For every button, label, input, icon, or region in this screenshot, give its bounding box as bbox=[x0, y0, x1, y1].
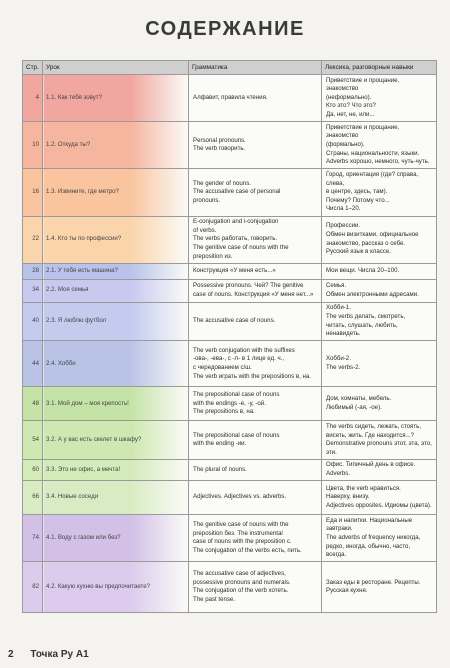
grammar-line: case of nouns. Конструкция «У меня нет...» bbox=[193, 290, 314, 298]
vocabulary-line: Числа 1–20. bbox=[326, 205, 361, 213]
lesson-cell: 3.2. А у вас есть скелет в шкафу? bbox=[43, 421, 189, 460]
page-title: СОДЕРЖАНИЕ bbox=[145, 18, 305, 40]
lesson-cell: 1.3. Извините, где метро? bbox=[43, 169, 189, 216]
page-number: 2 bbox=[8, 649, 14, 660]
page-cell: 48 bbox=[23, 387, 43, 421]
grammar-line: The verb играть with the prepositions в, на. bbox=[193, 372, 311, 380]
vocabulary-line: Adverbs. bbox=[326, 470, 351, 478]
vocabulary-line: редко, иногда, обычно, часто, всегда. bbox=[326, 542, 411, 559]
grammar-line: The genitive case of nouns with the bbox=[193, 244, 289, 252]
vocabulary-line: Русский язык в классе. bbox=[326, 248, 391, 256]
vocabulary-line: Страны, национальности, языки. bbox=[326, 149, 420, 157]
grammar-cell bbox=[189, 122, 322, 169]
lesson-cell: 2.1. У тебя есть машина? bbox=[43, 263, 189, 279]
vocabulary-cell bbox=[322, 216, 437, 263]
vocabulary-line: читать, слушать, любить, ненавидеть. bbox=[326, 321, 398, 338]
vocabulary-line: Приветствие и прощание, знакомство bbox=[326, 76, 400, 93]
vocabulary-line: Любимый (-ая, -ое). bbox=[326, 403, 382, 411]
grammar-line: case of nouns with the preposition с. bbox=[193, 538, 292, 546]
lesson-cell: 3.3. Это не офис, а мечта! bbox=[43, 459, 189, 480]
grammar-line: Конструкция «У меня есть...» bbox=[193, 266, 276, 274]
page-cell: 28 bbox=[23, 263, 43, 279]
vocabulary-line: (формально). bbox=[326, 140, 365, 148]
vocabulary-line: в центре, здесь, там). bbox=[326, 188, 388, 196]
vocabulary-line: Adverbs хорошо, немного, чуть-чуть. bbox=[326, 158, 430, 166]
lesson-cell: 4.1. Воду с газом или без? bbox=[43, 515, 189, 562]
grammar-line: The genitive case of nouns with the bbox=[193, 521, 289, 529]
vocabulary-cell bbox=[322, 515, 437, 562]
lesson-cell: 2.2. Моя семья bbox=[43, 279, 189, 302]
vocabulary-line: Хобби-2. bbox=[326, 355, 351, 363]
grammar-line: with the endings -е, -у, -ой. bbox=[193, 399, 266, 407]
grammar-line: The verb conjugation with the suffixes bbox=[193, 346, 295, 354]
grammar-cell bbox=[189, 75, 322, 122]
table-row bbox=[23, 122, 437, 169]
table-row bbox=[23, 302, 437, 341]
vocabulary-line: The verbs-2. bbox=[326, 363, 361, 371]
grammar-cell bbox=[189, 387, 322, 421]
grammar-cell bbox=[189, 421, 322, 460]
vocabulary-cell bbox=[322, 387, 437, 421]
grammar-line: The plural of nouns. bbox=[193, 465, 247, 473]
grammar-line: The accusative case of nouns. bbox=[193, 317, 276, 325]
grammar-line: The conjugation of the verbs есть, пить. bbox=[193, 546, 302, 554]
grammar-line: Adjectives. Adjectives vs. adverbs. bbox=[193, 493, 287, 501]
lesson-cell: 3.1. Мой дом – моя крепость! bbox=[43, 387, 189, 421]
vocabulary-line: (неформально). bbox=[326, 93, 372, 101]
footer-book-title: Точка Ру А1 bbox=[30, 649, 89, 660]
grammar-cell bbox=[189, 302, 322, 341]
grammar-cell bbox=[189, 169, 322, 216]
table-row bbox=[23, 459, 437, 480]
lesson-cell: 1.4. Кто ты по профессии? bbox=[43, 216, 189, 263]
vocabulary-line: The adverbs of frequency никогда, bbox=[326, 534, 421, 541]
grammar-line: possessive pronouns and numerals. bbox=[193, 578, 291, 586]
grammar-line: -ова-, -ева-, с -л- в 1 лице ед. ч., bbox=[193, 355, 285, 363]
vocabulary-line: The verbs сидеть, лежать, стоять, bbox=[326, 422, 422, 430]
grammar-line: preposition из. bbox=[193, 252, 233, 260]
page-cell: 10 bbox=[23, 122, 43, 169]
vocabulary-line: Приветствие и прощание, знакомство bbox=[326, 123, 400, 140]
grammar-line: The verb говорить. bbox=[193, 145, 246, 153]
vocabulary-cell bbox=[322, 421, 437, 460]
grammar-line: с чередованием с/ш. bbox=[193, 363, 252, 371]
vocabulary-line: Заказ еды в ресторане. Рецепты. bbox=[326, 578, 421, 586]
table-row bbox=[23, 169, 437, 216]
lesson-cell: 2.4. Хобби bbox=[43, 341, 189, 387]
lesson-cell: 4.2. Какую кухню вы предпочитаете? bbox=[43, 562, 189, 613]
table-row bbox=[23, 421, 437, 460]
vocabulary-line: Хобби-1. bbox=[326, 304, 351, 312]
grammar-line: The gender of nouns. bbox=[193, 179, 251, 187]
page-cell: 40 bbox=[23, 302, 43, 341]
grammar-line: The verbs работать, говорить. bbox=[193, 235, 278, 243]
header-grammar: Грамматика bbox=[189, 61, 322, 75]
vocabulary-cell bbox=[322, 459, 437, 480]
page-cell: 4 bbox=[23, 75, 43, 122]
vocabulary-line: Семья. bbox=[326, 282, 347, 290]
vocabulary-line: висеть, жить. Где находится...? bbox=[326, 431, 415, 439]
table-row bbox=[23, 515, 437, 562]
grammar-line: The conjugation of the verb хотеть. bbox=[193, 587, 289, 595]
grammar-line: with the ending -ии. bbox=[193, 440, 247, 448]
page-cell: 16 bbox=[23, 169, 43, 216]
table-header-row bbox=[23, 61, 437, 75]
page-cell: 74 bbox=[23, 515, 43, 562]
grammar-cell bbox=[189, 459, 322, 480]
page-cell: 34 bbox=[23, 279, 43, 302]
table-row bbox=[23, 387, 437, 421]
table-row bbox=[23, 75, 437, 122]
page-cell: 44 bbox=[23, 341, 43, 387]
vocabulary-line: Офис. Типичный день в офисе. bbox=[326, 461, 416, 469]
footer bbox=[8, 649, 89, 660]
grammar-line: The past tense. bbox=[193, 596, 236, 604]
lesson-cell: 3.4. Новые соседи bbox=[43, 481, 189, 515]
vocabulary-cell bbox=[322, 341, 437, 387]
page-cell: 54 bbox=[23, 421, 43, 460]
vocabulary-cell bbox=[322, 169, 437, 216]
table-row bbox=[23, 481, 437, 515]
grammar-cell bbox=[189, 562, 322, 613]
lesson-cell: 2.3. Я люблю футбол bbox=[43, 302, 189, 341]
grammar-line: pronouns. bbox=[193, 196, 221, 204]
lesson-cell: 1.2. Откуда ты? bbox=[43, 122, 189, 169]
table-row bbox=[23, 279, 437, 302]
grammar-line: Алфавит, правила чтения. bbox=[193, 93, 268, 101]
page-cell: 22 bbox=[23, 216, 43, 263]
vocabulary-cell bbox=[322, 122, 437, 169]
vocabulary-line: Обмен визитками, официальное bbox=[326, 231, 419, 239]
vocabulary-line: Еда и напитки. Национальные завтраки. bbox=[326, 516, 413, 533]
vocabulary-cell bbox=[322, 302, 437, 341]
grammar-line: Personal pronouns. bbox=[193, 136, 246, 144]
vocabulary-line: Кто это? Что это? bbox=[326, 102, 376, 110]
vocabulary-cell bbox=[322, 481, 437, 515]
grammar-cell bbox=[189, 216, 322, 263]
vocabulary-line: Русская кухня. bbox=[326, 587, 368, 595]
grammar-line: Possessive pronouns. Чей? The genitive bbox=[193, 282, 304, 290]
grammar-cell bbox=[189, 341, 322, 387]
header-vocabulary: Лексика, разговорные навыки bbox=[322, 61, 437, 75]
contents-table bbox=[22, 60, 437, 613]
vocabulary-line: Город, ориентация (где? справа, слева, bbox=[326, 170, 419, 187]
vocabulary-line: The verbs делать, смотреть, bbox=[326, 312, 406, 320]
vocabulary-line: Adjectives opposites. Идиомы (цвета). bbox=[326, 502, 432, 510]
vocabulary-line: Мои вещи. Числа 20–100. bbox=[326, 266, 400, 274]
table-row bbox=[23, 263, 437, 279]
vocabulary-cell bbox=[322, 562, 437, 613]
grammar-cell bbox=[189, 481, 322, 515]
table-row bbox=[23, 341, 437, 387]
vocabulary-line: Цвета, the verb нравиться. bbox=[326, 484, 401, 492]
vocabulary-cell bbox=[322, 263, 437, 279]
grammar-line: E-conjugation and i-conjugation bbox=[193, 218, 279, 226]
vocabulary-cell bbox=[322, 279, 437, 302]
page-cell: 60 bbox=[23, 459, 43, 480]
grammar-cell bbox=[189, 263, 322, 279]
vocabulary-line: Demonstrative pronouns этот, эта, это, эти. bbox=[326, 440, 432, 456]
header-lesson: Урок bbox=[43, 61, 189, 75]
grammar-cell bbox=[189, 515, 322, 562]
page-cell: 66 bbox=[23, 481, 43, 515]
vocabulary-line: Обмен электронными адресами. bbox=[326, 290, 419, 298]
grammar-line: The accusative case of adjectives, bbox=[193, 570, 286, 578]
vocabulary-line: Дом, комнаты, мебель. bbox=[326, 395, 392, 403]
vocabulary-cell bbox=[322, 75, 437, 122]
grammar-line: The prepositional case of nouns bbox=[193, 431, 280, 439]
vocabulary-line: знакомство, рассказ о себе. bbox=[326, 239, 406, 247]
grammar-line: preposition без. The instrumental bbox=[193, 529, 283, 537]
vocabulary-line: Да, нет, не, или... bbox=[326, 111, 375, 119]
vocabulary-line: Профессии. bbox=[326, 222, 361, 230]
grammar-line: The prepositional case of nouns bbox=[193, 390, 280, 398]
header-page: Стр. bbox=[23, 61, 43, 75]
grammar-line: The accusative case of personal bbox=[193, 188, 281, 196]
grammar-cell bbox=[189, 279, 322, 302]
vocabulary-line: Почему? Потому что... bbox=[326, 196, 390, 204]
table-row bbox=[23, 216, 437, 263]
grammar-line: The prepositions в, на. bbox=[193, 408, 255, 416]
grammar-line: of verbs. bbox=[193, 226, 217, 234]
table-row bbox=[23, 562, 437, 613]
vocabulary-line: Наверху, внизу. bbox=[326, 493, 370, 501]
page-cell: 82 bbox=[23, 562, 43, 613]
lesson-cell: 1.1. Как тебя зовут? bbox=[43, 75, 189, 122]
